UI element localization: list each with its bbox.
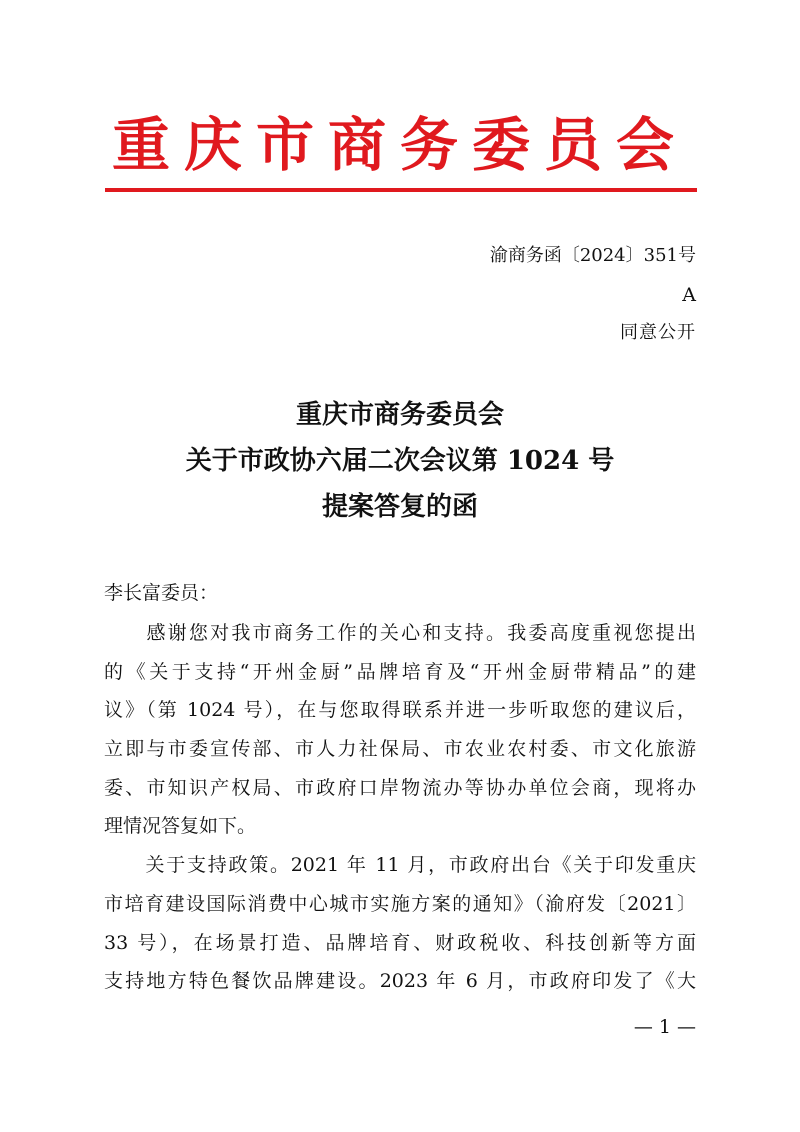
document-grade: A xyxy=(682,284,696,306)
body-line: 委、市知识产权局、市政府口岸物流办等协办单位会商，现将办 xyxy=(104,776,696,799)
document-number: 渝商务函〔2024〕351号 xyxy=(489,245,696,266)
issuer-masthead: 重庆市商务委员会 xyxy=(111,111,688,179)
body-line: 关于支持政策。2021 年 11 月，市政府出台《关于印发重庆 xyxy=(104,854,696,877)
body-line: 理情况答复如下。 xyxy=(104,815,257,838)
body-line: 议》（第 1024 号），在与您取得联系并进一步听取您的建议后， xyxy=(104,699,696,722)
red-header-rule xyxy=(105,188,697,192)
body-line: 的《关于支持“开州金厨”品牌培育及“开州金厨带精品”的建 xyxy=(104,660,696,683)
body-line: 支持地方特色餐饮品牌建设。2023 年 6 月，市政府印发了《大 xyxy=(104,970,696,993)
body-line: 立即与市委宣传部、市人力社保局、市农业农村委、市文化旅游 xyxy=(104,738,696,761)
body-line: 33 号），在场景打造、品牌培育、财政税收、科技创新等方面 xyxy=(104,931,696,954)
disclosure-status: 同意公开 xyxy=(620,322,696,343)
letter-body xyxy=(104,614,696,1001)
document-title xyxy=(0,392,800,530)
title-line-1: 重庆市商务委员会 xyxy=(295,400,504,430)
body-line: 市培育建设国际消费中心城市实施方案的通知》（渝府发〔2021〕 xyxy=(104,892,696,915)
page-number: — 1 — xyxy=(633,1016,696,1038)
title-line-3: 提案答复的函 xyxy=(321,492,478,522)
title-line-2: 关于市政协六届二次会议第 1024 号 xyxy=(185,446,615,476)
salutation: 李长富委员： xyxy=(104,582,219,604)
body-line: 感谢您对我市商务工作的关心和支持。我委高度重视您提出 xyxy=(104,622,696,644)
